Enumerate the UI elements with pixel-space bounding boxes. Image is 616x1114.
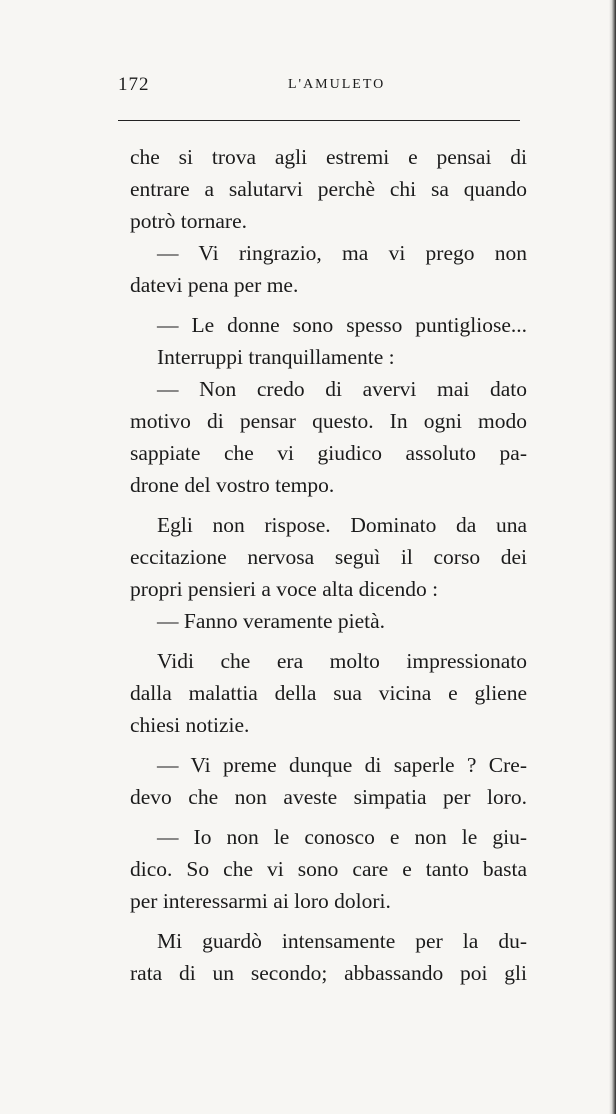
- header-rule: [118, 120, 520, 121]
- page-edge-shadow: [609, 0, 616, 1114]
- text-line: dico. So che vi sono care e tanto basta: [130, 857, 527, 881]
- text-line: drone del vostro tempo.: [130, 473, 335, 497]
- text-line: — Io non le conosco e non le giu-: [157, 825, 527, 849]
- text-line: eccitazione nervosa seguì il corso dei: [130, 545, 527, 569]
- text-line: per interessarmi ai loro dolori.: [130, 889, 391, 913]
- text-line: datevi pena per me.: [130, 273, 299, 297]
- text-line: propri pensieri a voce alta dicendo :: [130, 577, 439, 601]
- page-number: 172: [118, 74, 150, 95]
- text-line: — Non credo di avervi mai dato: [157, 377, 527, 401]
- body-text: [130, 141, 527, 989]
- text-line: sappiate che vi giudico assoluto pa-: [130, 441, 527, 465]
- running-title: L'AMULETO: [288, 77, 386, 92]
- text-line: potrò tornare.: [130, 209, 248, 233]
- text-line: Egli non rispose. Dominato da una: [157, 513, 527, 537]
- text-line: Vidi che era molto impressionato: [157, 649, 527, 673]
- text-line: che si trova agli estremi e pensai di: [130, 145, 527, 169]
- text-line: chiesi notizie.: [130, 713, 250, 737]
- page-header: [118, 74, 520, 104]
- text-line: motivo di pensar questo. In ogni modo: [130, 409, 527, 433]
- text-line: — Fanno veramente pietà.: [157, 609, 386, 633]
- text-line: — Vi ringrazio, ma vi prego non: [157, 241, 527, 265]
- text-line: Mi guardò intensamente per la du-: [157, 929, 527, 953]
- text-line: entrare a salutarvi perchè chi sa quando: [130, 177, 527, 201]
- text-line: dalla malattia della sua vicina e gliene: [130, 681, 527, 705]
- text-line: — Vi preme dunque di saperle ? Cre-: [157, 753, 527, 777]
- text-line: Interruppi tranquillamente :: [157, 345, 395, 369]
- text-line: rata di un secondo; abbassando poi gli: [130, 961, 527, 985]
- text-line: devo che non aveste simpatia per loro.: [130, 785, 527, 809]
- text-line: — Le donne sono spesso puntigliose...: [157, 313, 527, 337]
